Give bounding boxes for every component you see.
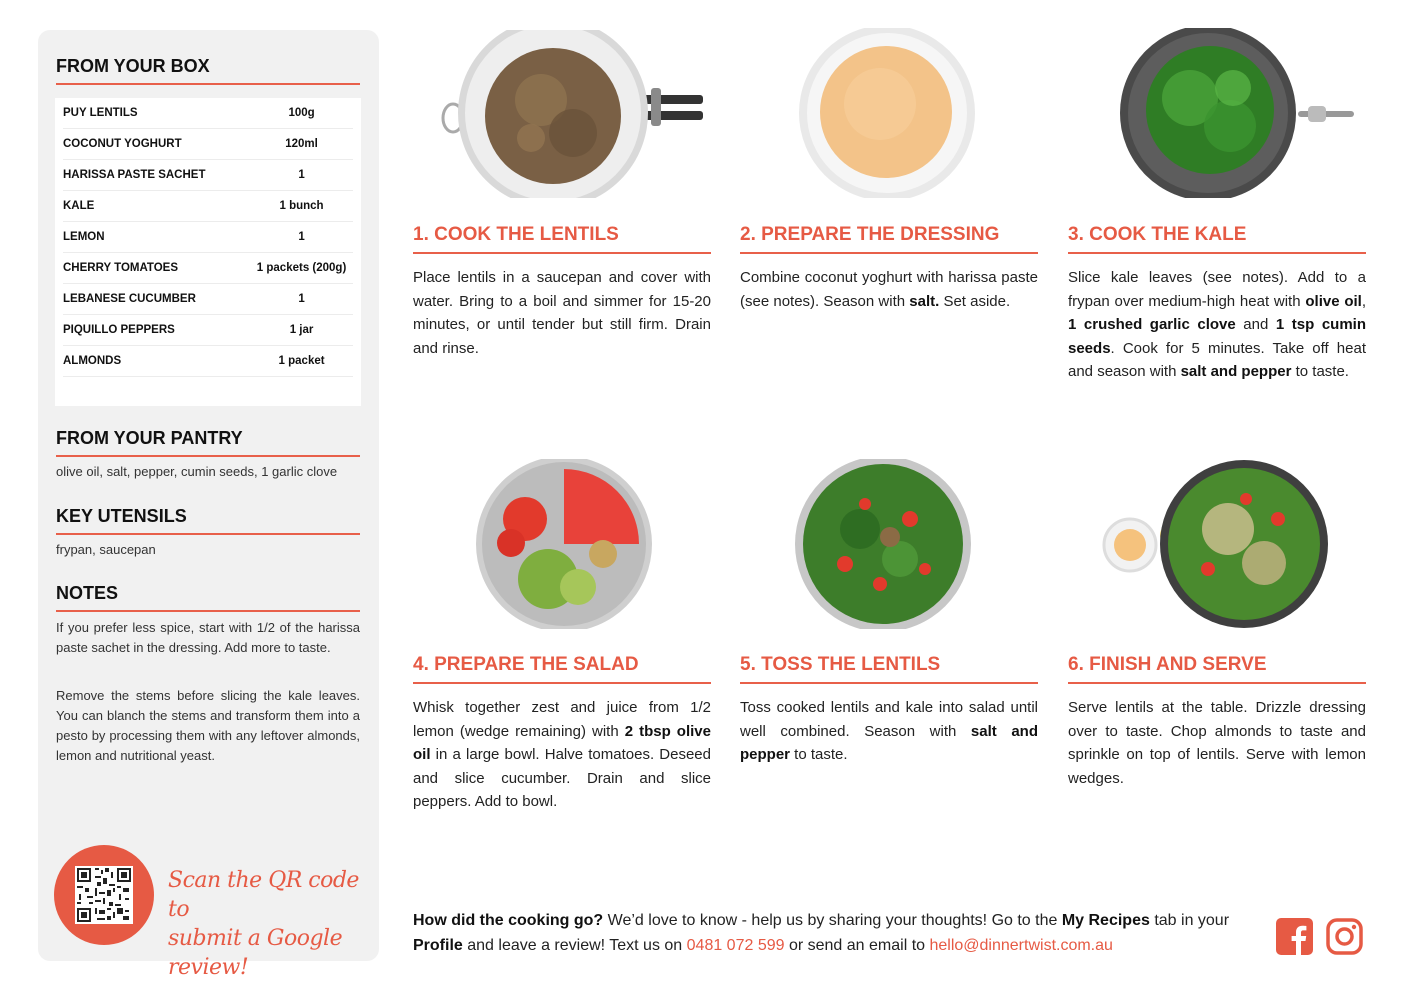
notes-paragraph-2: Remove the stems before slicing the kale leaves. You can blanch the stems and transform them into a pesto by processing them with any leftover almonds, lemon and nutritional yeast. (56, 688, 360, 763)
text-segment: salt and pepper (740, 722, 1038, 763)
instagram-icon[interactable] (1326, 918, 1363, 955)
utensils-text: frypan, saucepan (56, 542, 156, 557)
lentils-strainer-image (413, 28, 711, 198)
text-segment: My Recipes (1061, 912, 1150, 929)
ingredient-row: CHERRY TOMATOES 1 packets (200g) (63, 253, 353, 284)
qr-code (75, 866, 133, 924)
dressing-bowl-image (740, 28, 1038, 198)
text-segment: 1 tsp cumin seeds (1068, 316, 1366, 357)
qr-caption: Scan the QR code to submit a Google review! (168, 868, 359, 980)
ingredient-row: PIQUILLO PEPPERS 1 jar (63, 315, 353, 346)
step-title: 4. PREPARE THE SALAD (413, 654, 711, 684)
qr-code-pattern (75, 866, 133, 924)
ingredient-row: PUY LENTILS 100g (63, 98, 353, 129)
step-body (1068, 266, 1366, 384)
ingredient-row: COCONUT YOGHURT 120ml (63, 129, 353, 160)
tossed-lentils-image (740, 459, 1038, 629)
text-segment: Profile (413, 937, 463, 954)
text-segment: and (1235, 316, 1276, 333)
text-segment: Combine coconut yoghurt with harissa paste (see notes). Season with (740, 269, 1038, 310)
text-segment: olive oil (1305, 292, 1362, 310)
step-body (1068, 696, 1366, 790)
pantry-heading: FROM YOUR PANTRY (56, 428, 360, 457)
step-body (413, 696, 711, 814)
text-segment: Slice kale leaves (see notes). Add to a frypan over medium-high heat with (1068, 269, 1366, 310)
finished-dish-image (1068, 459, 1366, 629)
notes-heading: NOTES (56, 583, 360, 612)
facebook-icon[interactable] (1276, 918, 1313, 955)
step-title: 2. PREPARE THE DRESSING (740, 224, 1038, 254)
text-segment: , (1361, 292, 1366, 310)
text-segment: to taste. (790, 746, 848, 763)
step-body (740, 266, 1038, 313)
text-segment: salt and pepper (1180, 363, 1292, 380)
box-heading: FROM YOUR BOX (56, 56, 360, 85)
text-segment: in a large bowl. Halve tomatoes. Deseed and slice cucumber. Drain and slice peppers. Add to bowl. (413, 746, 711, 810)
text-segment: Place lentils in a saucepan and cover with water. Bring to a boil and simmer for 15-20 minutes, or until tender but still firm. Drain and rinse. (413, 269, 711, 357)
text-segment: or send an email to (784, 937, 930, 954)
text-segment: Toss cooked lentils and kale into salad until well combined. Season with (740, 699, 1038, 740)
qr-code-badge[interactable] (54, 845, 154, 945)
text-segment: Serve lentils at the table. Drizzle dressing over to taste. Chop almonds to taste and sprinkle on top of lentils. Serve with lemon wedges. (1068, 699, 1366, 787)
step-title: 1. COOK THE LENTILS (413, 224, 711, 254)
pantry-text: olive oil, salt, pepper, cumin seeds, 1 garlic clove (56, 464, 338, 479)
contact-link[interactable]: hello@dinnertwist.com.au (929, 937, 1113, 954)
text-segment: Set aside. (939, 292, 1011, 310)
text-segment: Whisk together zest and juice from 1/2 lemon (wedge remaining) with (413, 699, 711, 740)
ingredient-row: ALMONDS 1 packet (63, 346, 353, 377)
notes-paragraph-1: If you prefer less spice, start with 1/2 of the harissa paste sachet in the dressing. Add more to taste. (56, 620, 360, 655)
salad-bowl-image (413, 459, 711, 629)
text-segment: . Cook for 5 minutes. Take off heat and season with (1068, 339, 1366, 380)
text-segment: We’d love to know - help us by sharing your thoughts! Go to the (603, 912, 1062, 929)
sidebar (38, 30, 379, 980)
step-title: 6. FINISH AND SERVE (1068, 654, 1366, 684)
text-segment: salt. (909, 292, 940, 310)
ingredient-row: HARISSA PASTE SACHET 1 (63, 160, 353, 191)
step-body (413, 266, 711, 360)
contact-link[interactable]: 0481 072 599 (686, 937, 785, 954)
step-title: 3. COOK THE KALE (1068, 224, 1366, 254)
feedback-footer (413, 908, 1263, 958)
step-body (740, 696, 1038, 767)
text-segment: How did the cooking go? (413, 912, 604, 929)
text-segment: tab in your (1149, 912, 1230, 929)
text-segment: to taste. (1291, 363, 1349, 380)
step-title: 5. TOSS THE LENTILS (740, 654, 1038, 684)
text-segment: and leave a review! Text us on (462, 937, 687, 954)
text-segment: 1 crushed garlic clove (1068, 316, 1236, 333)
ingredients-table (55, 98, 361, 406)
ingredient-row: LEMON 1 (63, 222, 353, 253)
text-segment: 2 tbsp olive oil (413, 722, 711, 763)
utensils-heading: KEY UTENSILS (56, 506, 360, 535)
ingredient-row: KALE 1 bunch (63, 191, 353, 222)
ingredient-row: LEBANESE CUCUMBER 1 (63, 284, 353, 315)
kale-frypan-image (1068, 28, 1366, 198)
